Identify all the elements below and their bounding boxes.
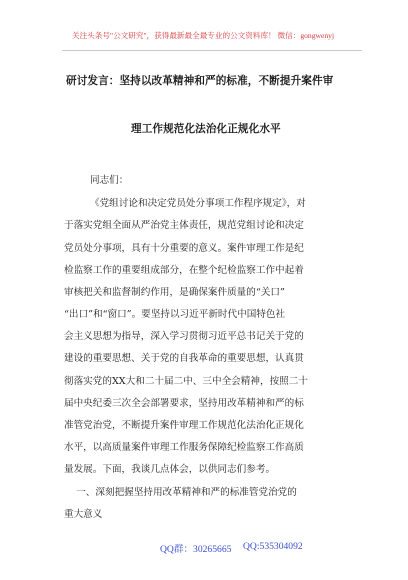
body-line: “出口”和“窗口”。要坚持以习近平新时代中国特色社 [64, 309, 286, 320]
body-line: 准管党治党，不断提升案件审理工作规范化法治化正规化 [64, 420, 304, 431]
body-line: 党员处分事项，具有十分重要的意义。案件审理工作是纪 [64, 243, 304, 254]
body-line: 量发展。下面，我谈几点体会，以供同志们参考。 [64, 464, 276, 475]
section-heading-line: 重大意义 [64, 509, 103, 520]
body-line: 水平，以高质量案件审理工作服务保障纪检监察工作高质 [64, 442, 304, 453]
body-line: 会主义思想为指导，深入学习贯彻习近平总书记关于党的 [64, 331, 304, 342]
document-title-line-1: 研讨发言：坚持以改革精神和严的标准，不断提升案件审 [66, 75, 334, 87]
promo-header: 关注头条号"公文研究"，获得最新最全最专业的公文资料库！ 微信：gongwenyj [72, 31, 335, 40]
body-line: 《党组讨论和决定党员处分事项工作程序规定》，对 [90, 198, 306, 209]
body-line: 审核把关和监督制约作用，是确保案件质量的“关口” [64, 287, 285, 298]
body-line: 检监察工作的重要组成部分，在整个纪检监察工作中起着 [64, 265, 304, 276]
body-line: 彻落实党的XX大和二十届二中、三中全会精神，按照二十 [64, 376, 308, 387]
footer-qq-contact: QQ:535304092 [243, 541, 303, 552]
body-line: 建设的重要思想、关于党的自我革命的重要思想，认真贯 [64, 353, 304, 364]
section-heading-line: 一、深刻把握坚持用改革精神和严的标准管党治党的 [64, 487, 297, 498]
body-line: 届中央纪委三次全会部署要求，坚持用改革精神和严的标 [64, 398, 304, 409]
greeting: 同志们： [90, 175, 129, 186]
footer-qq-group: QQ群：30265665 [160, 544, 232, 555]
document-title-line-2: 理工作规范化法治化正规化水平 [131, 123, 281, 135]
body-line: 于落实党组全面从严治党主体责任，规范党组讨论和决定 [64, 220, 304, 231]
